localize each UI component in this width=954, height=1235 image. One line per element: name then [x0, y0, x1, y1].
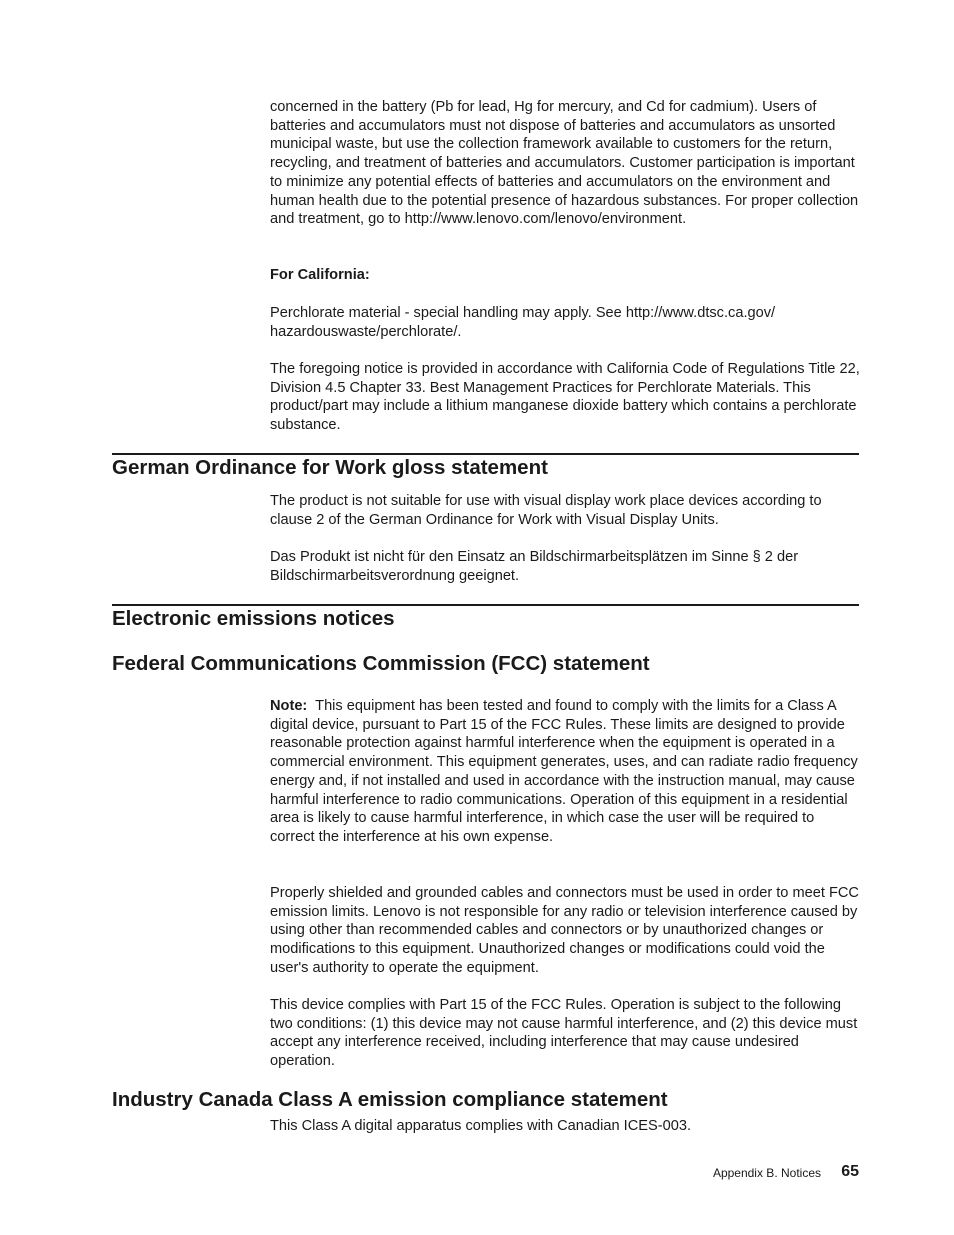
canada-paragraph: This Class A digital apparatus complies with Canadian ICES-003.	[270, 1118, 692, 1134]
canada-heading: Industry Canada Class A emission compliance statement	[112, 1088, 668, 1111]
emissions-heading: Electronic emissions notices	[112, 607, 395, 630]
fcc-part15-paragraph: This device complies with Part 15 of the FCC Rules. Operation is subject to the following two conditions: (1) this device may not cause harmful interference, and (2) this device must accept any interference received, including interference that may cause undesired operation.	[270, 997, 858, 1070]
german-english-paragraph: The product is not suitable for use with visual display work place devices according to clause 2 of the German Ordinance for Work with Visual Display Units.	[270, 493, 822, 528]
perchlorate-paragraph: Perchlorate material - special handling may apply. See http://www.dtsc.ca.gov/ hazardouswaste/perchlorate/.	[270, 305, 776, 340]
note-label: Note:	[270, 698, 308, 714]
footer-section-label: Appendix B. Notices	[712, 1166, 821, 1180]
german-text-paragraph: Das Produkt ist nicht für den Einsatz an Bildschirmarbeitsplätzen im Sinne § 2 der Bildschirmarbeitsverordnung geeignet.	[270, 549, 799, 584]
section-divider	[112, 604, 859, 606]
german-ordinance-heading: German Ordinance for Work gloss statement	[112, 456, 548, 479]
fcc-heading: Federal Communications Commission (FCC) statement	[112, 652, 650, 675]
battery-paragraph: concerned in the battery (Pb for lead, Hg for mercury, and Cd for cadmium). Users of batteries and accumulators must not dispose of batteries and accumulators as unsorted municipal waste, but use the collection framework available to customers for the return, recycling, and treatment of batteries and accumulators. Customer participation is important to minimize any potential effects of batteries and accumulators on the environment and human health due to the potential presence of hazardous substances. For proper collection and treatment, go to http://www.lenovo.com/lenovo/environment.	[270, 99, 859, 228]
section-divider	[112, 453, 859, 455]
fcc-note-paragraph	[270, 697, 860, 847]
fcc-cables-paragraph: Properly shielded and grounded cables and connectors must be used in order to meet FCC emission limits. Lenovo is not responsible for any radio or television interference caused by using other than recommended cables and connectors or by unauthorized changes or modifications to this equipment. Unauthorized changes or modifications could void the user's authority to operate the equipment.	[270, 885, 859, 976]
page-number: 65	[841, 1163, 859, 1180]
california-label: For California:	[270, 267, 370, 283]
note-text: This equipment has been tested and found to comply with the limits for a Class A digital device, pursuant to Part 15 of the FCC Rules. These limits are designed to provide reasonable protection against harmful interference when the equipment is operated in a commercial environment. This equipment generates, uses, and can radiate radio frequency energy and, if not installed and used in accordance with the instruction manual, may cause harmful interference to radio communications. Operation of this equipment in a residential area is likely to cause harmful interference, in which case the user will be required to correct the interference at his own expense.	[270, 698, 858, 845]
california-notice-paragraph: The foregoing notice is provided in accordance with California Code of Regulations Title 22, Division 4.5 Chapter 33. Best Management Practices for Perchlorate Materials. This product/part may include a lithium manganese dioxide battery which contains a perchlorate substance.	[270, 361, 860, 434]
